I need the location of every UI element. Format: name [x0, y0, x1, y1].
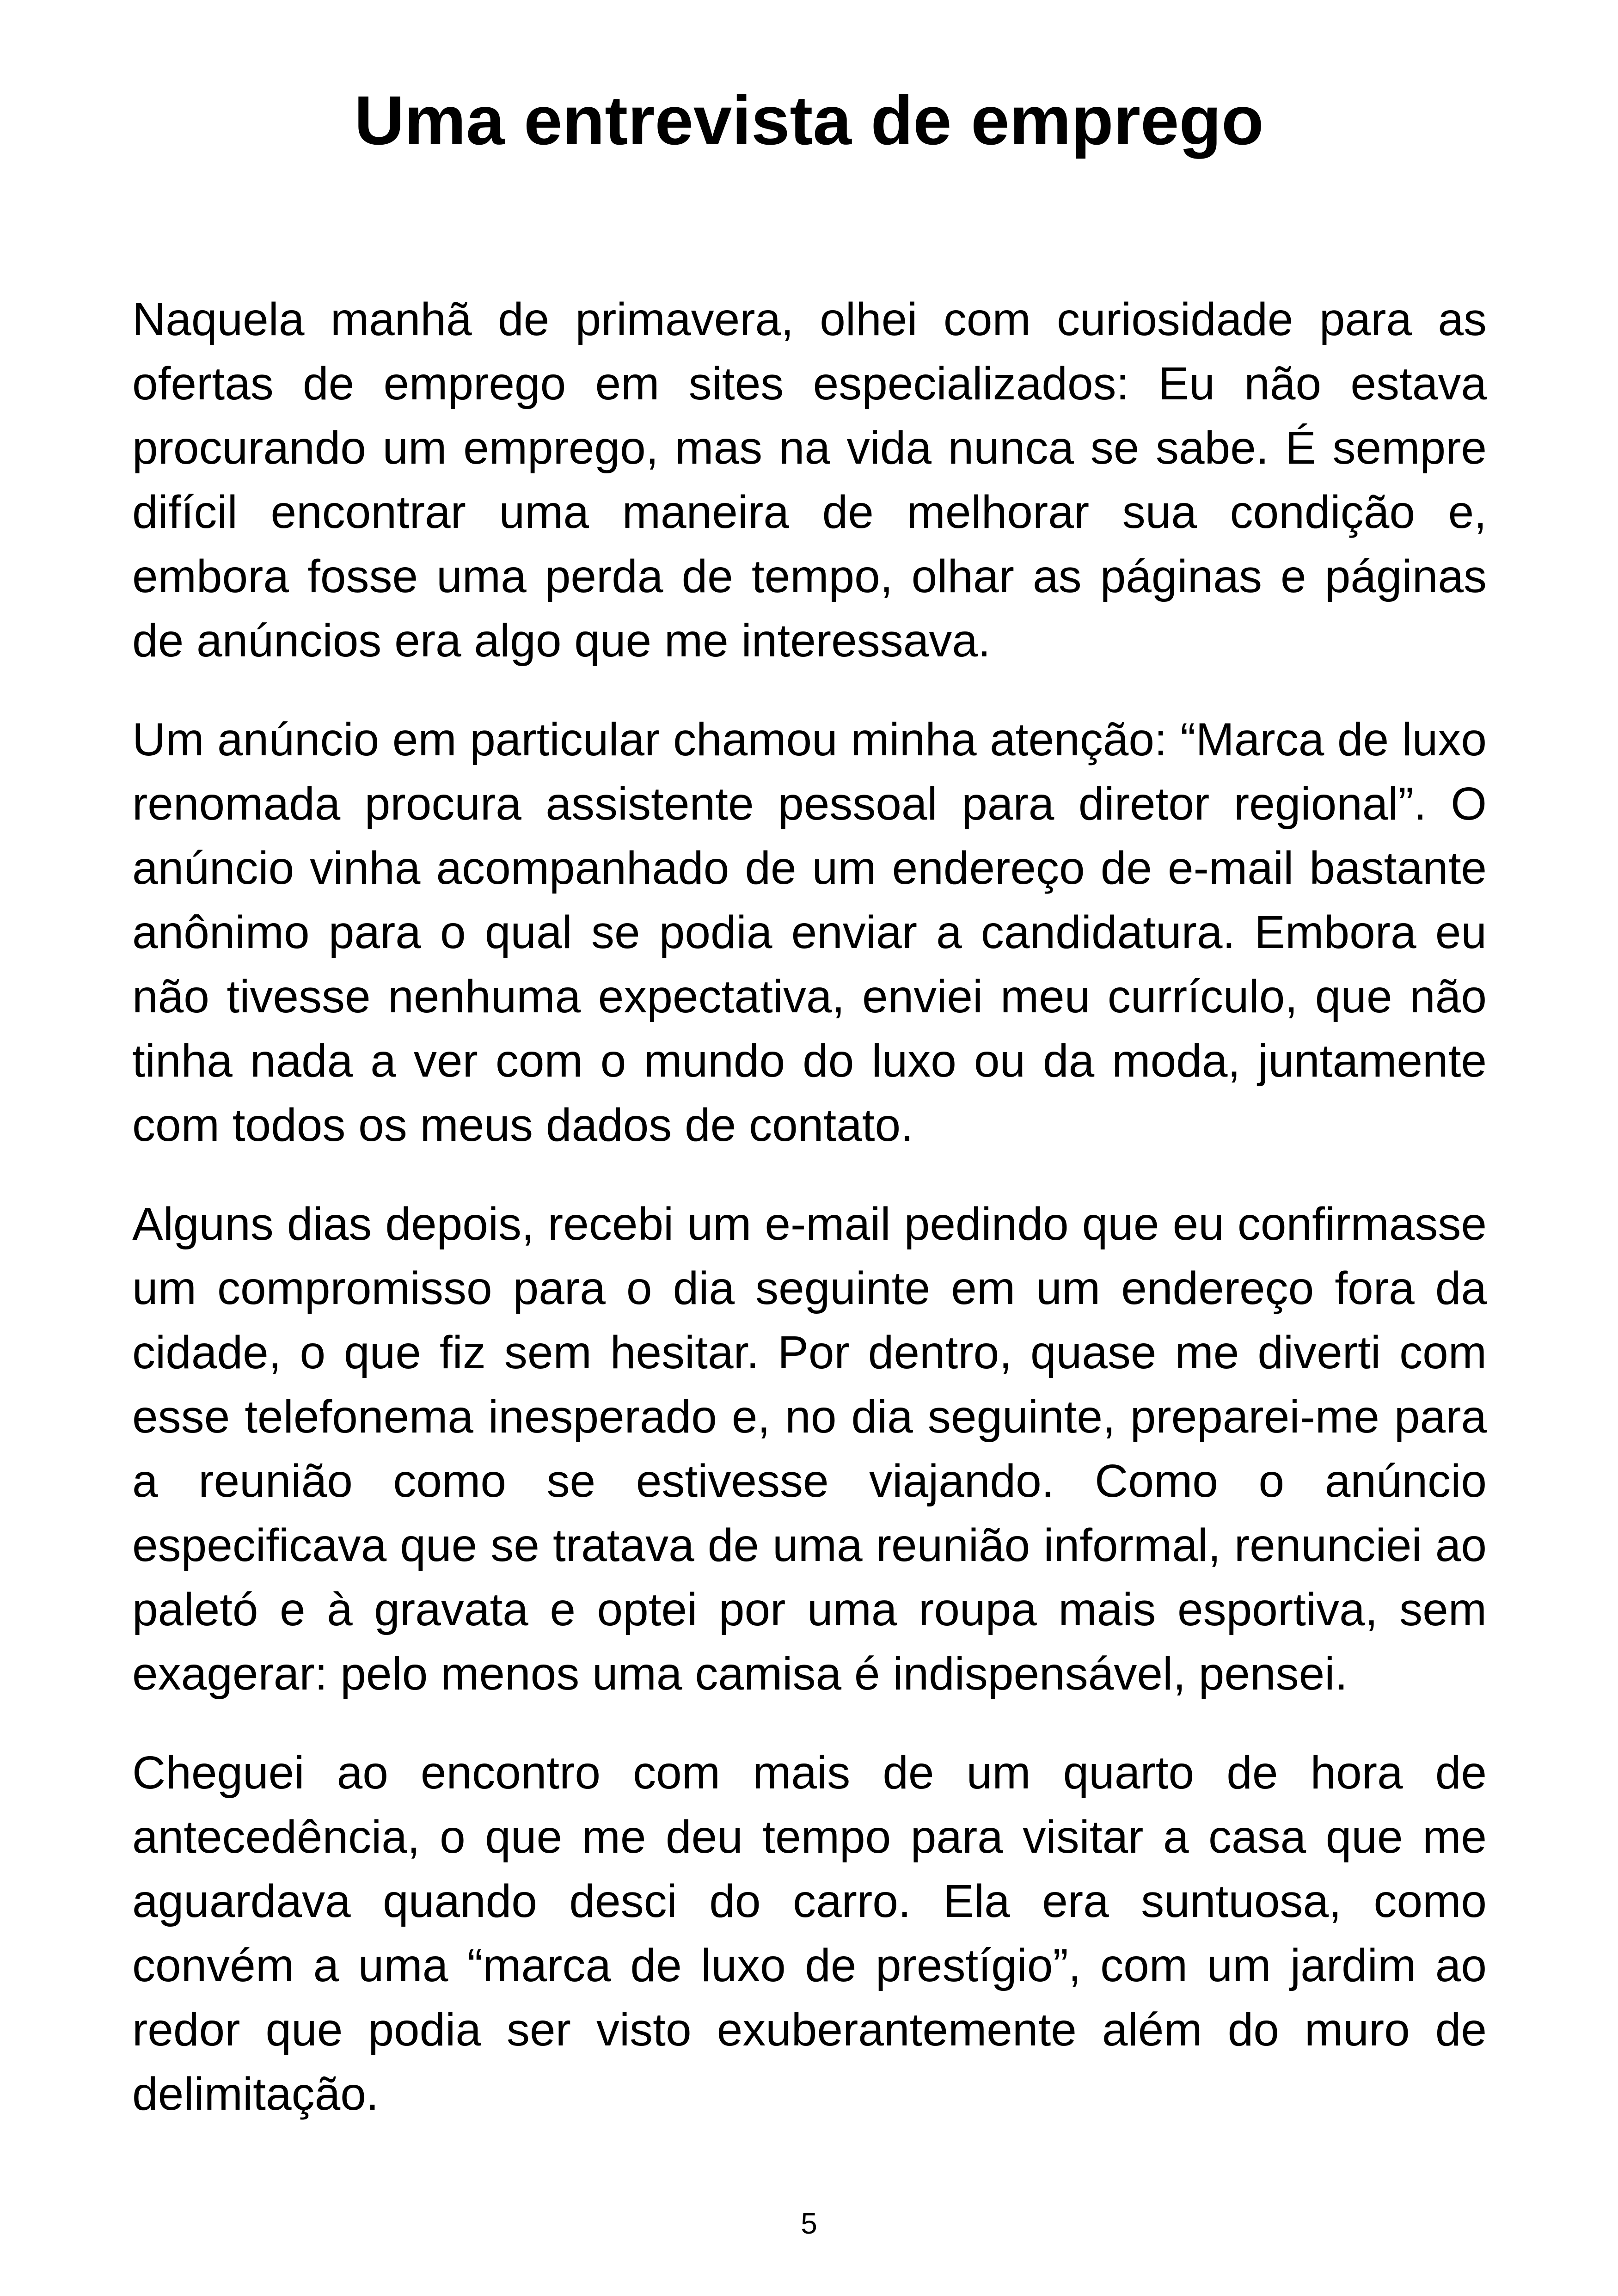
paragraph-1: Naquela manhã de primavera, olhei com curiosidade para as ofertas de emprego em sites especializados: Eu não estava procurando um emprego, mas na vida nunca se sabe. É sempre difícil encontrar uma maneira de melhorar sua condição e, embora fosse uma perda de tempo, olhar as páginas e páginas de anúncios era algo que me interessava.: [132, 294, 1487, 667]
body-text: [132, 288, 1487, 2161]
page-number: 5: [801, 2207, 817, 2240]
paragraph-3: Alguns dias depois, recebi um e-mail pedindo que eu confirmasse um compromisso para o dia seguinte em um endereço fora da cidade, o que fiz sem hesitar. Por dentro, quase me diverti com esse telefonema inesperado e, no dia seguinte, preparei-me para a reunião como se estivesse viajando. Como o anúncio especificava que se tratava de uma reunião informal, renunciei ao paletó e à gravata e optei por uma roupa mais esportiva, sem exagerar: pelo menos uma camisa é indispensável, pensei.: [132, 1198, 1487, 1700]
paragraph-4: Cheguei ao encontro com mais de um quarto de hora de antecedência, o que me deu tempo para visitar a casa que me aguardava quando desci do carro. Ela era suntuosa, como convém a uma “marca de luxo de prestígio”, com um jardim ao redor que podia ser visto exuberantemente além do muro de delimitação.: [132, 1747, 1487, 2120]
paragraph-2: Um anúncio em particular chamou minha atenção: “Marca de luxo renomada procura assistente pessoal para diretor regional”. O anúncio vinha acompanhado de um endereço de e-mail bastante anônimo para o qual se podia enviar a candidatura. Embora eu não tivesse nenhuma expectativa, enviei meu currículo, que não tinha nada a ver com o mundo do luxo ou da moda, juntamente com todos os meus dados de contato.: [132, 714, 1487, 1151]
page-title: Uma entrevista de emprego: [354, 81, 1264, 159]
